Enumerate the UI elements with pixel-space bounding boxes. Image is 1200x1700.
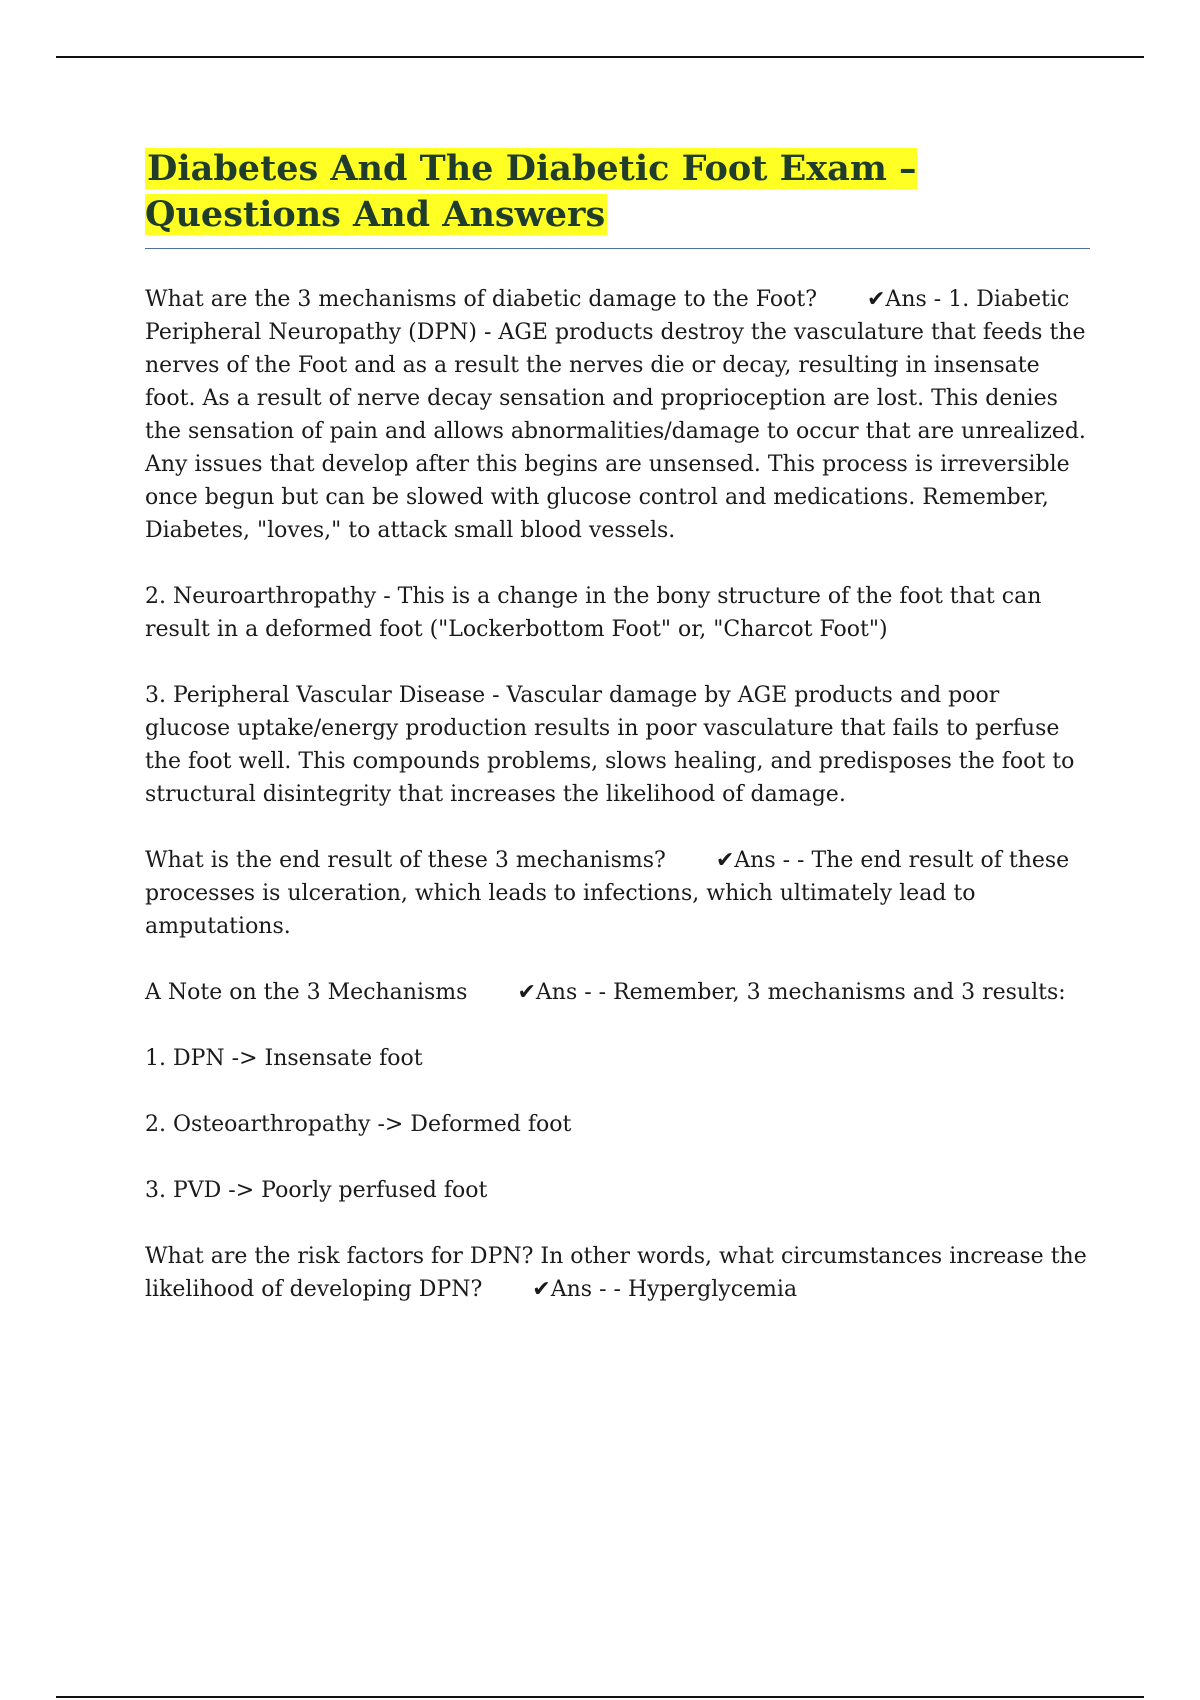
answer-marker: ✔Ans - - xyxy=(715,848,805,873)
list-item: 3. PVD -> Poorly perfused foot xyxy=(145,1178,488,1203)
question-text: What is the end result of these 3 mechanisms? xyxy=(145,848,666,873)
answer-text: The end result of these processes is ulceration, which leads to infections, which ultimately lead to amputations. xyxy=(145,848,1070,939)
page-bottom-rule xyxy=(56,1696,1144,1698)
answer-text: Diabetic Peripheral Neuropathy (DPN) - AGE products destroy the vasculature that feeds the nerves of the Foot and as a result the nerves die or decay, resulting in insensate foot. As a result of nerve decay sensation and proprioception are lost. This denies the sensation of pain and allows abnormalities/damage to occur that are unrealized. Any issues that develop after this begins are unsensed. This process is irreversible once begun but can be slowed with glucose control and medications. Remember, Diabetes, "loves," to attack small blood vessels. xyxy=(145,287,1086,543)
document-title xyxy=(145,146,1090,238)
paragraph-neuroarthropathy: 2. Neuroarthropathy - This is a change in the bony structure of the foot that can result in a deformed foot ("Lockerbottom Foot" or, "Charcot Foot") xyxy=(145,584,1042,642)
question-text: A Note on the 3 Mechanisms xyxy=(145,980,468,1005)
qa-block-end-result xyxy=(145,844,1090,943)
document-title-highlight: Diabetes And The Diabetic Foot Exam – Questions And Answers xyxy=(145,148,917,235)
question-text: What are the 3 mechanisms of diabetic damage to the Foot? xyxy=(145,287,817,312)
document-body xyxy=(145,283,1090,1306)
answer-text: Hyperglycemia xyxy=(627,1277,798,1302)
answer-marker: ✔Ans - - xyxy=(532,1277,621,1302)
question-text: What are the risk factors for DPN? In other words, what circumstances increase the likelihood of developing DPN? xyxy=(145,1244,1087,1302)
page-top-rule xyxy=(56,56,1144,58)
list-item: 1. DPN -> Insensate foot xyxy=(145,1046,423,1071)
answer-marker: ✔Ans - - xyxy=(517,980,607,1005)
answer-text: Remember, 3 mechanisms and 3 results: xyxy=(613,980,1066,1005)
list-item: 2. Osteoarthropathy -> Deformed foot xyxy=(145,1112,572,1137)
qa-block-risk-factors xyxy=(145,1240,1090,1306)
title-underline xyxy=(145,248,1090,249)
answer-marker: ✔Ans - 1. xyxy=(867,287,970,312)
document-content xyxy=(145,146,1090,1339)
paragraph-pvd: 3. Peripheral Vascular Disease - Vascular damage by AGE products and poor glucose uptake/energy production results in poor vasculature that fails to perfuse the foot well. This compounds problems, slows healing, and predisposes the foot to structural disintegrity that increases the likelihood of damage. xyxy=(145,683,1075,807)
qa-block-note xyxy=(145,976,1090,1009)
qa-block-mechanisms xyxy=(145,283,1090,547)
